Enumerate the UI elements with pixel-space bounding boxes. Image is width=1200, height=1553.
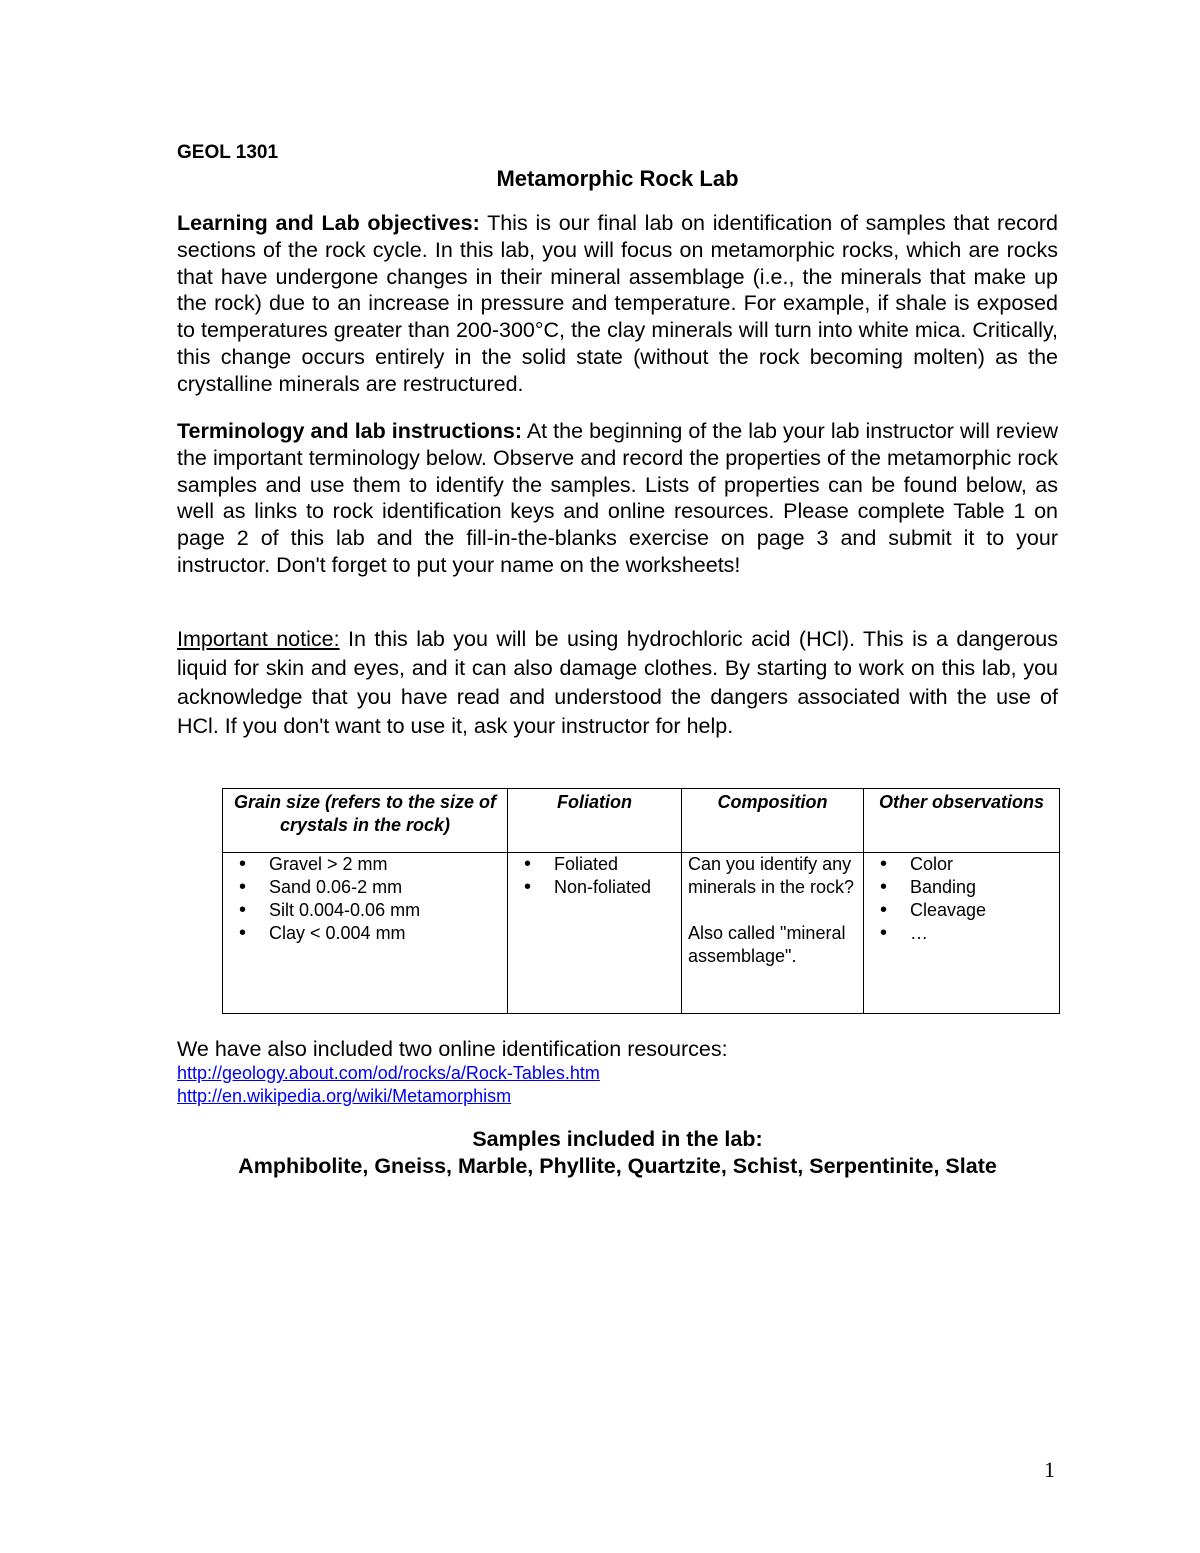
objectives-lead: Learning and Lab objectives: bbox=[177, 211, 480, 235]
foliation-list bbox=[514, 853, 675, 899]
list-item: • … bbox=[870, 922, 1053, 945]
other-observations-list bbox=[870, 853, 1053, 945]
list-item: • Banding bbox=[870, 876, 1053, 899]
spacer bbox=[688, 899, 857, 922]
list-item: • Color bbox=[870, 853, 1053, 876]
notice-paragraph bbox=[177, 625, 1058, 741]
list-item: • Silt 0.004-0.06 mm bbox=[229, 899, 501, 922]
list-item: • Clay < 0.004 mm bbox=[229, 922, 501, 945]
table-row bbox=[223, 853, 1060, 1014]
grain-size-list bbox=[229, 853, 501, 945]
samples-list: Amphibolite, Gneiss, Marble, Phyllite, Quartzite, Schist, Serpentinite, Slate bbox=[238, 1154, 997, 1178]
header-grain-size: Grain size (refers to the size of crystals in the rock) bbox=[223, 789, 508, 853]
samples-heading: Samples included in the lab: bbox=[472, 1127, 763, 1151]
list-item: • Non-foliated bbox=[514, 876, 675, 899]
course-code: GEOL 1301 bbox=[177, 142, 279, 163]
resources-intro: We have also included two online identification resources: bbox=[177, 1037, 728, 1061]
list-item: • Sand 0.06-2 mm bbox=[229, 876, 501, 899]
table-header-row bbox=[223, 789, 1060, 853]
composition-note: Also called "mineral assemblage". bbox=[688, 923, 846, 966]
grain-size-cell bbox=[223, 853, 508, 1014]
resource-links bbox=[177, 1062, 600, 1108]
header-composition: Composition bbox=[682, 789, 864, 853]
notice-text: In this lab you will be using hydrochloric acid (HCl). This is a dangerous liquid for skin and eyes, and it can also damage clothes. By starting to work on this lab, you acknowledge that you have read and understood the dangers associated with the use of HCl. If you don't want to use it, ask your instructor for help. bbox=[177, 627, 1058, 738]
composition-cell bbox=[682, 853, 864, 1014]
foliation-cell bbox=[508, 853, 682, 1014]
terminology-text: At the beginning of the lab your lab instructor will review the important terminology below. Observe and record the properties of the metamorphic rock samples and use them to identify the samples. Lists of properties can be found below, as well as links to rock identification keys and online resources. Please complete Table 1 on page 2 of this lab and the fill-in-the-blanks exercise on page 3 and submit it to your instructor. Don't forget to put your name on the worksheets! bbox=[177, 419, 1058, 577]
list-item: • Gravel > 2 mm bbox=[229, 853, 501, 876]
page-number: 1 bbox=[1044, 1457, 1055, 1482]
header-foliation: Foliation bbox=[508, 789, 682, 853]
page-title: Metamorphic Rock Lab bbox=[496, 166, 739, 191]
rock-tables-link[interactable]: http://geology.about.com/od/rocks/a/Rock-Tables.htm bbox=[177, 1063, 600, 1083]
other-observations-cell bbox=[864, 853, 1060, 1014]
terminology-paragraph bbox=[177, 418, 1058, 579]
list-item: • Cleavage bbox=[870, 899, 1053, 922]
properties-table bbox=[222, 788, 1060, 1014]
list-item: • Foliated bbox=[514, 853, 675, 876]
metamorphism-wiki-link[interactable]: http://en.wikipedia.org/wiki/Metamorphism bbox=[177, 1086, 512, 1106]
composition-question: Can you identify any minerals in the rock? bbox=[688, 854, 855, 897]
objectives-text: This is our final lab on identification of samples that record sections of the rock cycle. In this lab, you will focus on metamorphic rocks, which are rocks that have undergone changes in their mineral assemblage (i.e., the minerals that make up the rock) due to an increase in pressure and temperature. For example, if shale is exposed to temperatures greater than 200-300°C, the clay minerals will turn into white mica. Critically, this change occurs entirely in the solid state (without the rock becoming molten) as the crystalline minerals are restructured. bbox=[177, 211, 1058, 396]
header-other-observations: Other observations bbox=[864, 789, 1060, 853]
notice-lead: Important notice: bbox=[177, 627, 340, 651]
objectives-paragraph bbox=[177, 210, 1058, 398]
terminology-lead: Terminology and lab instructions: bbox=[177, 419, 522, 443]
